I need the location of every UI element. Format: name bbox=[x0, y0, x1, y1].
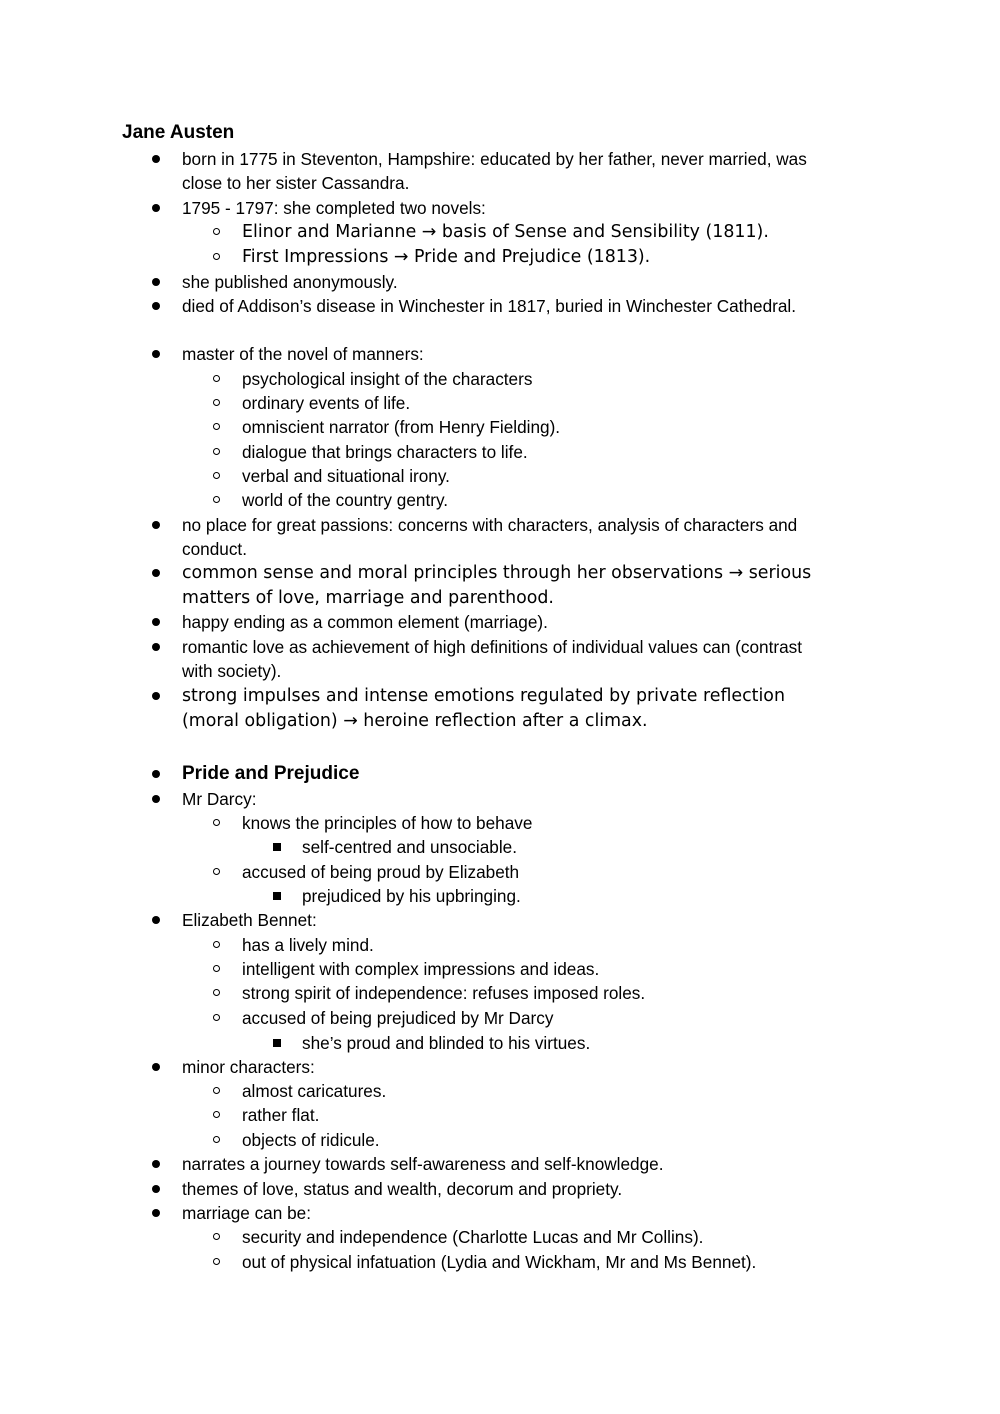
list-item-level-2: strong spirit of independence: refuses imposed roles. bbox=[242, 983, 646, 1003]
list-item-level-1: master of the novel of manners: bbox=[182, 344, 424, 364]
bullet-disc-icon bbox=[152, 1185, 160, 1193]
bullet-disc-icon bbox=[152, 916, 160, 924]
bullet-circle-icon bbox=[213, 941, 220, 948]
list-item-level-2: rather flat. bbox=[242, 1105, 320, 1125]
bullet-square-icon bbox=[273, 892, 281, 900]
list-item-level-1: strong impulses and intense emotions regulated by private reflection bbox=[182, 686, 785, 706]
list-item-level-2: knows the principles of how to behave bbox=[242, 813, 533, 833]
bullet-disc-icon bbox=[152, 569, 160, 577]
bullet-disc-icon bbox=[152, 350, 160, 358]
list-item-level-1: Pride and Prejudice bbox=[182, 763, 360, 784]
list-item-level-2: objects of ridicule. bbox=[242, 1130, 380, 1150]
list-item-level-1: 1795 - 1797: she completed two novels: bbox=[182, 198, 486, 218]
list-item-level-2: Elinor and Marianne → basis of Sense and Sensibility (1811). bbox=[242, 222, 769, 242]
list-item-level-2: ordinary events of life. bbox=[242, 393, 411, 413]
list-item-level-2: First Impressions → Pride and Prejudice (1813). bbox=[242, 247, 651, 267]
list-item-level-2: security and independence (Charlotte Lucas and Mr Collins). bbox=[242, 1227, 704, 1247]
list-item-level-2: world of the country gentry. bbox=[242, 490, 449, 510]
list-item-level-1: she published anonymously. bbox=[182, 272, 398, 292]
list-item-level-2: has a lively mind. bbox=[242, 935, 374, 955]
list-item-continuation: with society). bbox=[182, 661, 282, 681]
bullet-circle-icon bbox=[213, 868, 220, 875]
list-item-level-2: omniscient narrator (from Henry Fielding). bbox=[242, 417, 561, 437]
bullet-circle-icon bbox=[213, 1014, 220, 1021]
document-title: Jane Austen bbox=[122, 122, 235, 143]
list-item-level-1: happy ending as a common element (marriage). bbox=[182, 612, 548, 632]
bullet-disc-icon bbox=[152, 692, 160, 700]
list-item-continuation: conduct. bbox=[182, 539, 247, 559]
bullet-circle-icon bbox=[213, 989, 220, 996]
list-item-level-2: accused of being proud by Elizabeth bbox=[242, 862, 520, 882]
bullet-disc-icon bbox=[152, 795, 160, 803]
list-item-level-1: died of Addison’s disease in Winchester in 1817, buried in Winchester Cathedral. bbox=[182, 296, 797, 316]
bullet-circle-icon bbox=[213, 496, 220, 503]
bullet-disc-icon bbox=[152, 770, 160, 778]
bullet-circle-icon bbox=[213, 819, 220, 826]
bullet-disc-icon bbox=[152, 155, 160, 163]
bullet-disc-icon bbox=[152, 1160, 160, 1168]
bullet-disc-icon bbox=[152, 278, 160, 286]
bullet-circle-icon bbox=[213, 1258, 220, 1265]
list-item-level-2: intelligent with complex impressions and ideas. bbox=[242, 959, 600, 979]
list-item-level-1: marriage can be: bbox=[182, 1203, 311, 1223]
bullet-circle-icon bbox=[213, 965, 220, 972]
list-item-level-2: dialogue that brings characters to life. bbox=[242, 442, 528, 462]
bullet-disc-icon bbox=[152, 618, 160, 626]
list-item-level-1: common sense and moral principles through her observations → serious bbox=[182, 563, 812, 583]
list-item-level-2: verbal and situational irony. bbox=[242, 466, 450, 486]
list-item-level-2: psychological insight of the characters bbox=[242, 369, 533, 389]
list-item-continuation: matters of love, marriage and parenthood. bbox=[182, 588, 554, 608]
bullet-disc-icon bbox=[152, 521, 160, 529]
bullet-disc-icon bbox=[152, 1063, 160, 1071]
bullet-circle-icon bbox=[213, 423, 220, 430]
bullet-circle-icon bbox=[213, 253, 220, 260]
bullet-circle-icon bbox=[213, 448, 220, 455]
bullet-circle-icon bbox=[213, 399, 220, 406]
list-item-level-1: Elizabeth Bennet: bbox=[182, 910, 317, 930]
list-item-level-3: she’s proud and blinded to his virtues. bbox=[302, 1033, 591, 1053]
bullet-disc-icon bbox=[152, 204, 160, 212]
bullet-circle-icon bbox=[213, 1111, 220, 1118]
bullet-disc-icon bbox=[152, 302, 160, 310]
list-item-level-3: self-centred and unsociable. bbox=[302, 837, 517, 857]
bullet-disc-icon bbox=[152, 643, 160, 651]
list-item-level-1: Mr Darcy: bbox=[182, 789, 257, 809]
bullet-square-icon bbox=[273, 843, 281, 851]
bullet-circle-icon bbox=[213, 228, 220, 235]
list-item-level-1: born in 1775 in Steventon, Hampshire: educated by her father, never married, was bbox=[182, 149, 807, 169]
list-item-level-1: narrates a journey towards self-awareness and self-knowledge. bbox=[182, 1154, 664, 1174]
bullet-square-icon bbox=[273, 1039, 281, 1047]
list-item-level-3: prejudiced by his upbringing. bbox=[302, 886, 521, 906]
bullet-disc-icon bbox=[152, 1209, 160, 1217]
list-item-continuation: close to her sister Cassandra. bbox=[182, 173, 410, 193]
list-item-level-1: no place for great passions: concerns with characters, analysis of characters and bbox=[182, 515, 798, 535]
list-item-level-2: out of physical infatuation (Lydia and Wickham, Mr and Ms Bennet). bbox=[242, 1252, 757, 1272]
bullet-circle-icon bbox=[213, 1136, 220, 1143]
list-item-continuation: (moral obligation) → heroine reflection after a climax. bbox=[182, 711, 648, 731]
bullet-circle-icon bbox=[213, 375, 220, 382]
bullet-circle-icon bbox=[213, 472, 220, 479]
list-item-level-1: minor characters: bbox=[182, 1057, 315, 1077]
list-item-level-1: themes of love, status and wealth, decorum and propriety. bbox=[182, 1179, 623, 1199]
list-item-level-2: accused of being prejudiced by Mr Darcy bbox=[242, 1008, 554, 1028]
bullet-circle-icon bbox=[213, 1087, 220, 1094]
list-item-level-1: romantic love as achievement of high definitions of individual values can (contrast bbox=[182, 637, 803, 657]
bullet-circle-icon bbox=[213, 1233, 220, 1240]
list-item-level-2: almost caricatures. bbox=[242, 1081, 387, 1101]
